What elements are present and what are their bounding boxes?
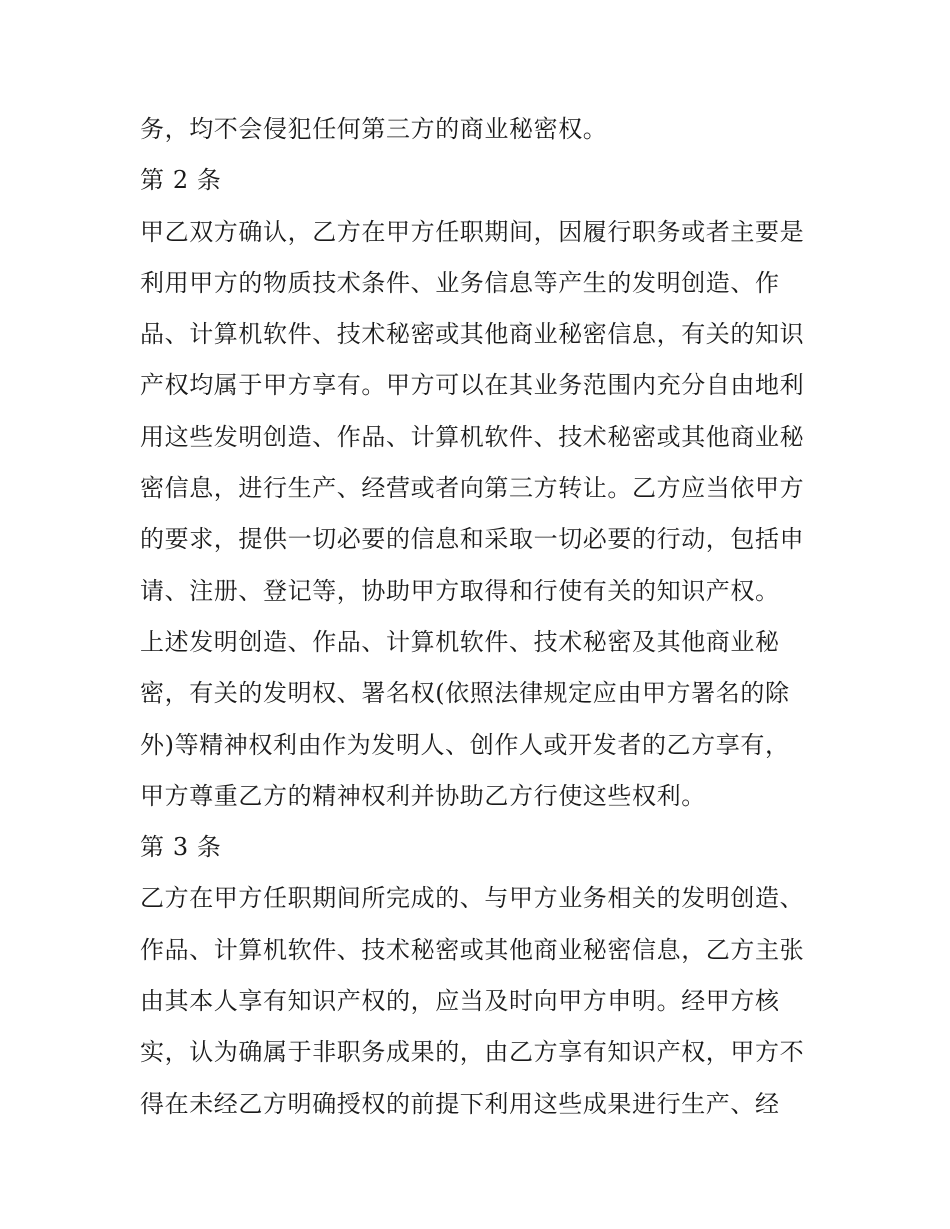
text-line: 密，有关的发明权、署名权(依照法律规定应由甲方署名的除 [140, 679, 790, 708]
text-line: 品、计算机软件、技术秘密或其他商业秘密信息，有关的知识 [140, 320, 805, 349]
text-line: 的要求，提供一切必要的信息和采取一切必要的行动，包括申 [140, 525, 805, 554]
text-line: 甲乙双方确认，乙方在甲方任职期间，因履行职务或者主要是 [140, 217, 805, 246]
article-heading: 第 2 条 [140, 166, 222, 195]
article-heading: 第 3 条 [140, 833, 222, 862]
text-line: 得在未经乙方明确授权的前提下利用这些成果进行生产、经 [140, 1089, 780, 1118]
text-line: 乙方在甲方任职期间所完成的、与甲方业务相关的发明创造、 [140, 884, 805, 913]
text-line: 上述发明创造、作品、计算机软件、技术秘密及其他商业秘 [140, 627, 780, 656]
document-body [140, 104, 820, 1130]
text-line: 由其本人享有知识产权的，应当及时向甲方申明。经甲方核 [140, 987, 780, 1016]
text-line: 产权均属于甲方享有。甲方可以在其业务范围内充分自由地利 [140, 371, 805, 400]
text-line: 外)等精神权利由作为发明人、创作人或开发者的乙方享有， [140, 730, 790, 759]
text-line: 用这些发明创造、作品、计算机软件、技术秘密或其他商业秘 [140, 422, 805, 451]
text-line: 甲方尊重乙方的精神权利并协助乙方行使这些权利。 [140, 781, 706, 810]
text-line: 作品、计算机软件、技术秘密或其他商业秘密信息，乙方主张 [140, 935, 805, 964]
text-line: 请、注册、登记等，协助甲方取得和行使有关的知识产权。 [140, 576, 780, 605]
text-line: 实，认为确属于非职务成果的，由乙方享有知识产权，甲方不 [140, 1038, 805, 1067]
text-line: 密信息，进行生产、经营或者向第三方转让。乙方应当依甲方 [140, 474, 805, 503]
text-line: 务，均不会侵犯任何第三方的商业秘密权。 [140, 115, 608, 143]
text-line: 利用甲方的物质技术条件、业务信息等产生的发明创造、作 [140, 268, 780, 297]
